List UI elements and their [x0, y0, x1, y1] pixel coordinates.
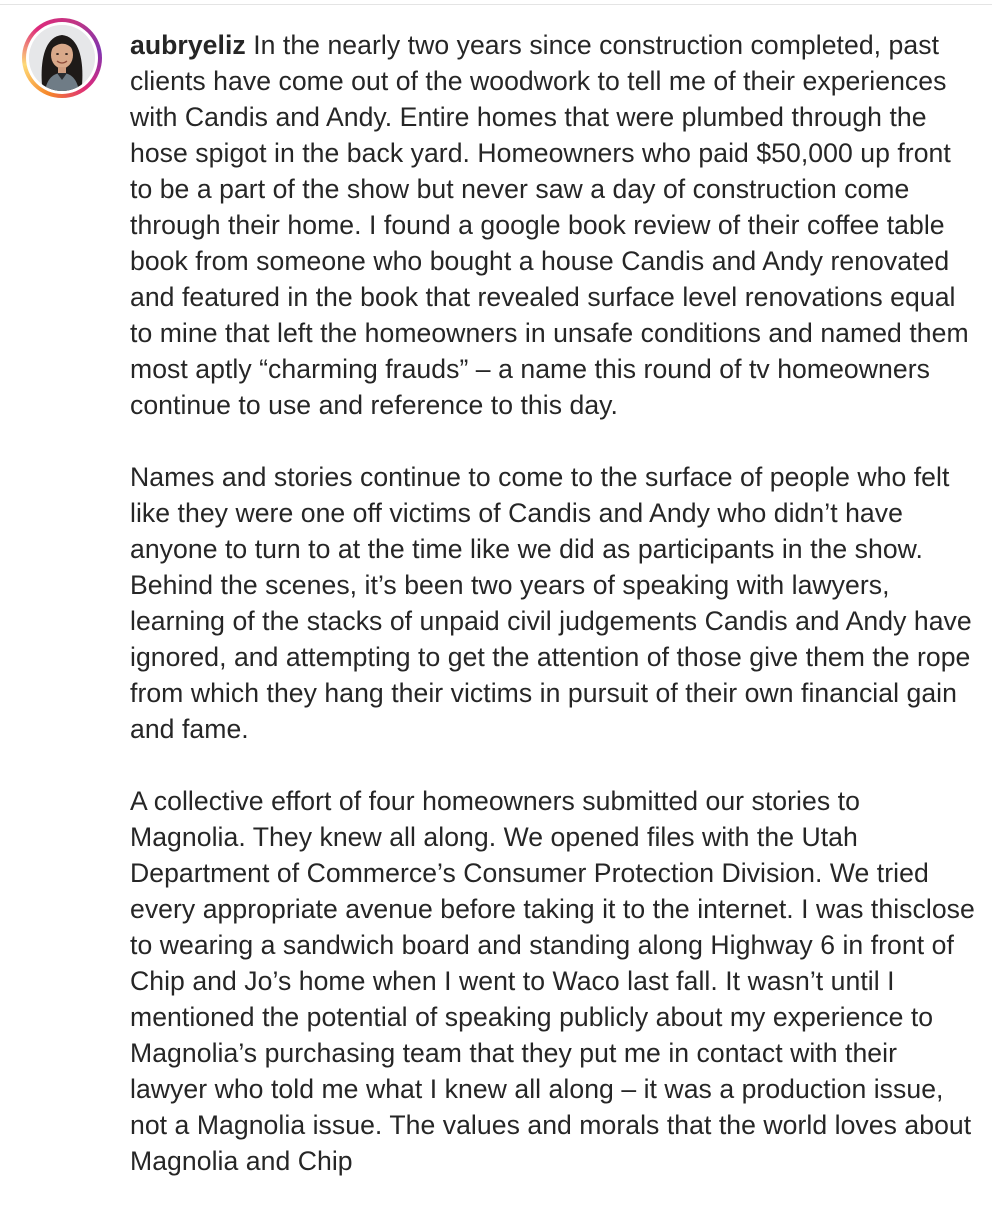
- caption-paragraph-3: A collective effort of four homeowners submitted our stories to Magnolia. They knew all along. We opened files with the Utah Department of Commerce’s Consumer Protection Division. We tried every appropriate avenue before taking it to the internet. I was thisclose to wearing a sandwich board and standing along Highway 6 in front of Chip and Jo’s home when I went to Waco last fall. It wasn’t until I mentioned the potential of speaking publicly about my experience to Magnolia’s purchasing team that they put me in contact with their lawyer who told me what I knew all along – it was a production issue, not a Magnolia issue. The values and morals that the world loves about Magnolia and Chip: [130, 786, 975, 1176]
- caption-paragraph-2: Names and stories continue to come to the surface of people who felt like they were one off victims of Candis and Andy who didn’t have anyone to turn to at the time like we did as participants in the show. Behind the scenes, it’s been two years of speaking with lawyers, learning of the stacks of unpaid civil judgements Candis and Andy have ignored, and attempting to get the attention of those give them the rope from which they hang their victims in pursuit of their own financial gain and fame.: [130, 462, 972, 744]
- avatar[interactable]: [29, 25, 95, 91]
- top-divider: [0, 4, 992, 5]
- profile-photo-icon: [29, 25, 95, 91]
- username-link[interactable]: aubryeliz: [130, 30, 246, 60]
- avatar-story-ring[interactable]: [22, 18, 102, 98]
- post-caption: [130, 27, 980, 1215]
- caption-text-1: In the nearly two years since construction completed, past clients have come out of the woodwork to tell me of their experiences with Candis and Andy. Entire homes that were plumbed through the hose spigot in the back yard. Homeowners who paid $50,000 up front to be a part of the show but never saw a day of construction come through their home. I found a google book review of their coffee table book from someone who bought a house Candis and Andy renovated and featured in the book that revealed surface level renovations equal to mine that left the homeowners in unsafe conditions and named them most aptly “charming frauds” – a name this round of tv homeowners continue to use and reference to this day.: [130, 30, 969, 420]
- avatar-gap: [26, 22, 98, 94]
- caption-paragraph-1: [130, 27, 980, 423]
